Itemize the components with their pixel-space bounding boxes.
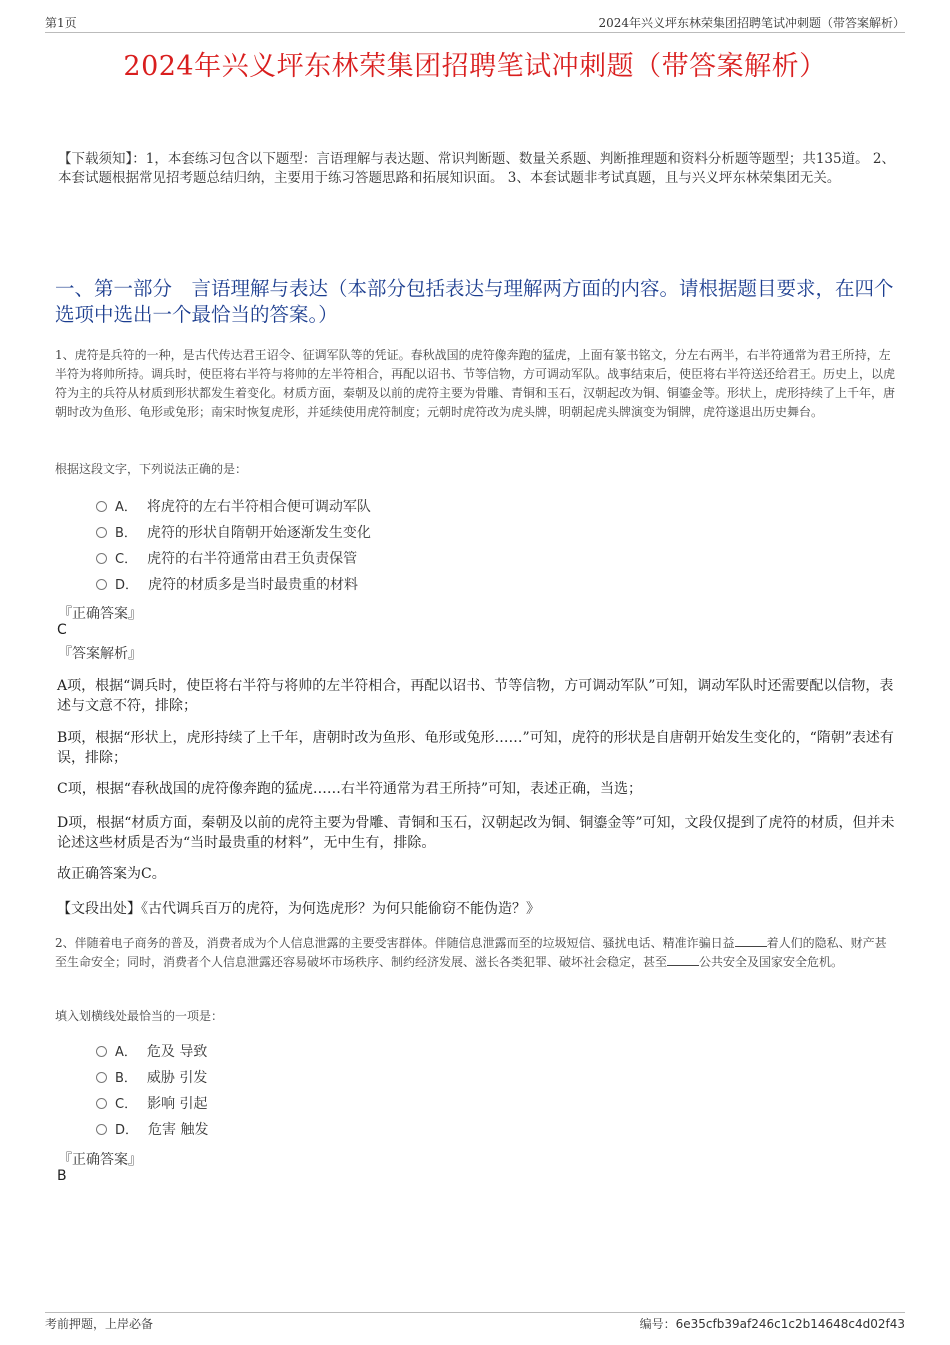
radio-icon[interactable] [96,579,107,590]
radio-icon[interactable] [96,501,107,512]
q1-answer-label: 『正确答案』 [58,606,142,622]
q1-option-d[interactable]: D． 虎符的材质多是当时最贵重的材料 [96,572,371,598]
q2-option-c[interactable]: C． 影响 引起 [96,1091,208,1117]
q1-option-b[interactable]: B． 虎符的形状自隋朝开始逐渐发生变化 [96,520,371,546]
q1-passage: 1、虎符是兵符的一种，是古代传达君王诏令、征调军队等的凭证。春秋战国的虎符像奔跑的猛虎，上面有篆书铭文，分左右两半，右半符通常为君王所持，左半符为将帅所持。调兵时，使臣将右半符与将帅的左半符相合，再配以诏书、节等信物，方可调动军队。战事结束后，使臣将右半符送还给君王。历史上，以虎符为主的兵符从材质到形状都发生着变化。材质方面，秦朝及以前的虎符主要为骨雕、青铜和玉石，汉朝起改为铜、铜鎏金等。形状上，虎形持续了上千年，唐朝时改为鱼形、龟形或兔形；南宋时恢复虎形，并延续使用虎符制度；元朝时虎符改为虎头牌，明朝起虎头牌演变为铜牌，虎符遂退出历史舞台。 [55,348,896,419]
radio-icon[interactable] [96,1098,107,1109]
page-header [45,14,905,33]
q1-question: 根据这段文字，下列说法正确的是： [55,462,248,476]
q2-answer-label: 『正确答案』 [58,1152,142,1168]
footer-slogan: 考前押题，上岸必备 [45,1317,154,1331]
radio-icon[interactable] [96,1072,107,1083]
page-title: 2024年兴义坪东林荣集团招聘笔试冲刺题（带答案解析） [123,51,827,82]
q2-question: 填入划横线处最恰当的一项是： [55,1009,224,1023]
q1-analysis-a: A项，根据“调兵时，使臣将右半符与将帅的左半符相合，再配以诏书、节等信物，方可调动军队”可知，调动军队时还需要配以信物，表述与文意不符，排除； [57,678,894,714]
q2-option-a[interactable]: A． 危及 导致 [96,1039,208,1065]
page-footer [45,1312,905,1333]
radio-icon[interactable] [96,1046,107,1057]
q2-answer: B [57,1168,67,1184]
q2-option-d[interactable]: D． 危害 触发 [96,1117,208,1143]
q1-answer: C [57,622,67,638]
header-doc-title: 2024年兴义坪东林荣集团招聘笔试冲刺题（带答案解析） [598,16,905,30]
fill-blank-1 [735,936,767,947]
q1-options [96,494,371,598]
fill-blank-2 [667,955,699,966]
q1-analysis-d: D项，根据“材质方面，秦朝及以前的虎符主要为骨雕、青铜和玉石，汉朝起改为铜、铜鎏金等”可知，文段仅提到了虎符的材质，但并未论述这些材质是否为“当时最贵重的材料”，无中生有，排除。 [57,815,895,851]
q2-passage: 2、伴随着电子商务的普及，消费者成为个人信息泄露的主要受害群体。伴随信息泄露而至的垃圾短信、骚扰电话、精准诈骗日益 着人们的隐私、财产甚至生命安全；同时，消费者个人信息泄露还容易破坏市场秩序、制约经济发展、滋长各类犯罪、破坏社会稳定，甚至 公共安全及国家安全危机。 [55,936,887,969]
radio-icon[interactable] [96,1124,107,1135]
q2-options [96,1039,208,1143]
q1-conclusion: 故正确答案为C。 [57,866,166,882]
section-title: 一、第一部分 言语理解与表达（本部分包括表达与理解两方面的内容。请根据题目要求，在四个选项中选出一个最恰当的答案。） [55,277,894,326]
q2-option-b[interactable]: B． 威胁 引发 [96,1065,208,1091]
page-number: 第1页 [45,16,77,30]
q1-analysis-label: 『答案解析』 [58,646,142,662]
q1-option-c[interactable]: C． 虎符的右半符通常由君王负责保管 [96,546,371,572]
download-notice: 【下载须知】：1，本套练习包含以下题型：言语理解与表达题、常识判断题、数量关系题、判断推理题和资料分析题等题型；共135道。 2、本套试题根据常见招考题总结归纳，主要用于练习答题思路和拓展知识面。 3、本套试题非考试真题，且与兴义坪东林荣集团无关。 [58,151,895,186]
q1-source: 【文段出处】《古代调兵百万的虎符，为何选虎形？为何只能偷窃不能伪造？》 [57,901,540,917]
q1-option-a[interactable]: A． 将虎符的左右半符相合便可调动军队 [96,494,371,520]
q1-analysis-c: C项，根据“春秋战国的虎符像奔跑的猛虎……右半符通常为君王所持”可知，表述正确，当选； [57,781,643,797]
radio-icon[interactable] [96,527,107,538]
q1-analysis-b: B项，根据“形状上，虎形持续了上千年，唐朝时改为鱼形、龟形或兔形……”可知，虎符的形状是自唐朝开始发生变化的，“隋朝”表述有误，排除； [57,730,894,766]
radio-icon[interactable] [96,553,107,564]
footer-code: 编号：6e35cfb39af246c1c2b14648c4d02f43 [639,1317,905,1331]
